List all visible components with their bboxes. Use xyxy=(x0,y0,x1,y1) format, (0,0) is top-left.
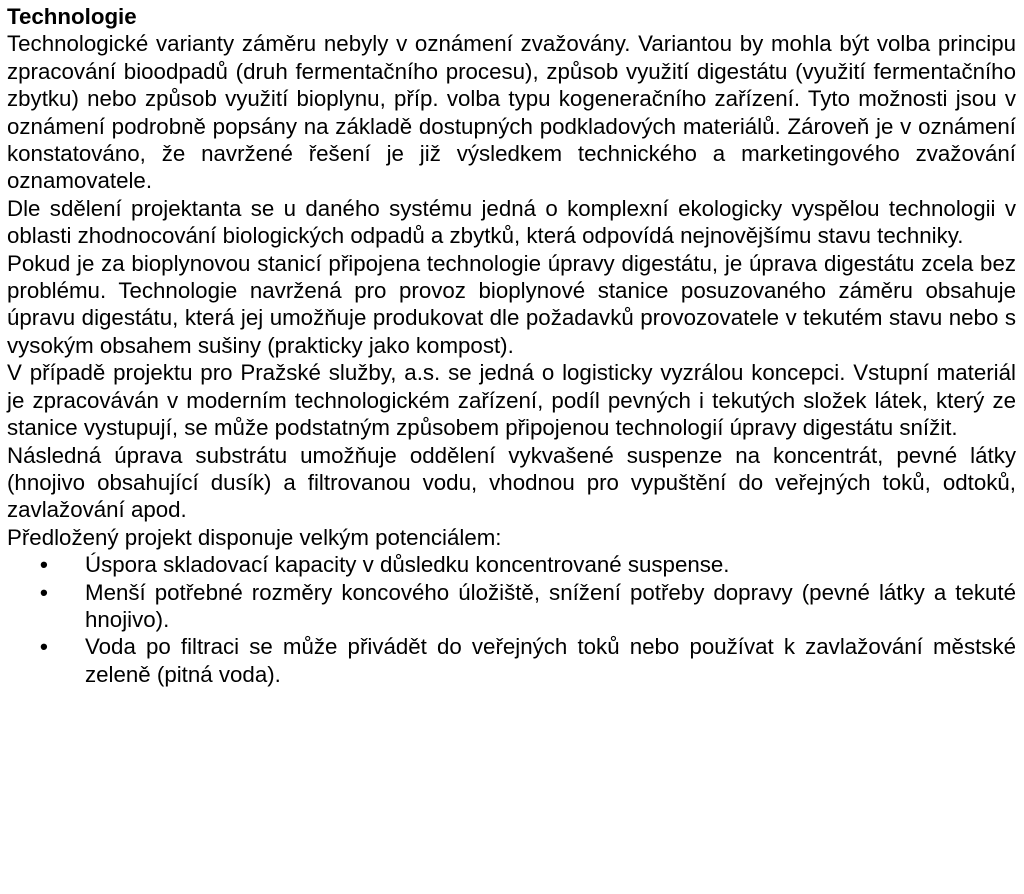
paragraph-project-potential: Předložený projekt disponuje velkým potenciálem: xyxy=(7,524,502,550)
section-title: Technologie xyxy=(7,4,137,29)
list-item xyxy=(40,551,1016,578)
bullet-icon: • xyxy=(40,634,48,660)
bullet-icon: • xyxy=(40,552,48,578)
paragraph-designer-statement: Dle sdělení projektanta se u daného systému jedná o komplexní ekologicky vyspělou technologii v oblasti zhodnocování biologických odpadů a zbytků, která odpovídá nejnovějšímu stavu techniky. xyxy=(7,195,1016,249)
bullet-icon: • xyxy=(40,579,48,605)
paragraph-substrate-treatment: Následná úprava substrátu umožňuje oddělení vykvašené suspenze na koncentrát, pevné látky (hnojivo obsahující dusík) a filtrovanou vodu, vhodnou pro vypuštění do veřejných toků, odtoků, zavlažování apod. xyxy=(7,442,1016,523)
potential-list xyxy=(7,551,1016,688)
list-item-text: Úspora skladovací kapacity v důsledku koncentrované suspense. xyxy=(85,552,730,578)
list-item xyxy=(40,633,1016,688)
paragraph-digestate-treatment: Pokud je za bioplynovou stanicí připojena technologie úpravy digestátu, je úprava digestátu zcela bez problému. Technologie navržená pro provoz bioplynové stanice posuzovaného záměru obsahuje úpravu digestátu, která jej umožňuje produkovat dle požadavků provozovatele v tekutém stavu nebo s vysokým obsahem sušiny (prakticky jako kompost). xyxy=(7,250,1016,358)
paragraph-prague-services: V případě projektu pro Pražské služby, a.s. se jedná o logisticky vyzrálou koncepci. Vstupní materiál je zpracováván v moderním technologickém zařízení, podíl pevných i tekutých složek látek, který ze stanice vystupují, se může podstatným způsobem připojenou technologií úpravy digestátu snížit. xyxy=(7,360,1016,441)
list-item-text: Voda po filtraci se může přivádět do veřejných toků nebo používat k zavlažování městské zeleně (pitná voda). xyxy=(85,634,1016,687)
list-item xyxy=(40,579,1016,634)
paragraph-technological-variants: Technologické varianty záměru nebyly v oznámení zvažovány. Variantou by mohla být volba principu zpracování bioodpadů (druh fermentačního procesu), způsob využití digestátu (využití fermentačního zbytku) nebo způsob využití bioplynu, příp. volba typu kogeneračního zařízení. Tyto možnosti jsou v oznámení podrobně popsány na základě dostupných podkladových materiálů. Zároveň je v oznámení konstatováno, že navržené řešení je již výsledkem technického a marketingového zvažování oznamovatele. xyxy=(7,31,1016,194)
list-item-text: Menší potřebné rozměry koncového úložiště, snížení potřeby dopravy (pevné látky a tekuté hnojivo). xyxy=(85,579,1016,632)
